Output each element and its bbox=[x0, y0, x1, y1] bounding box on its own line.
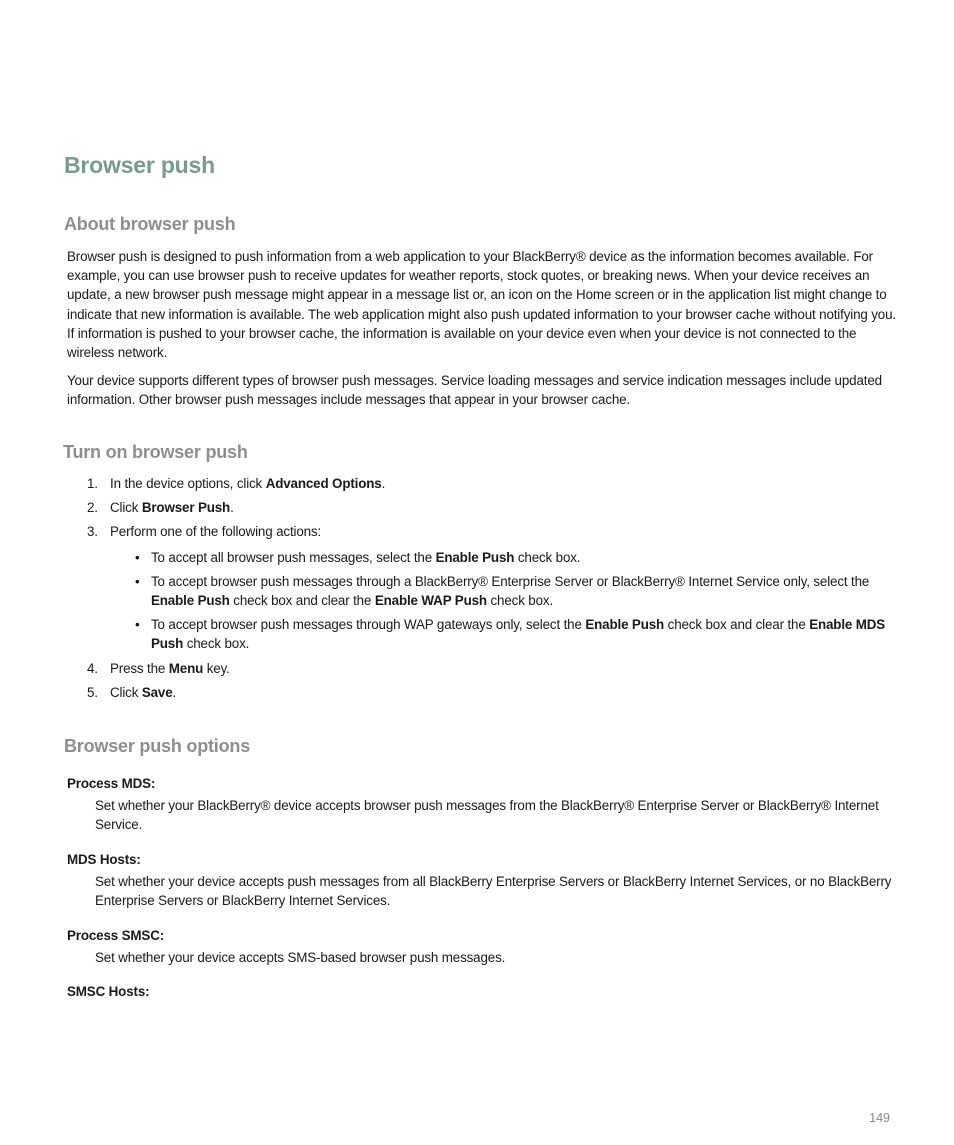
ui-term: Advanced Options bbox=[265, 476, 382, 491]
ui-term: Enable Push bbox=[151, 593, 230, 609]
bullet-icon: • bbox=[135, 549, 140, 565]
option-desc-mds-hosts: Set whether your device accepts push messages from all BlackBerry Enterprise Servers or BlackBerry Internet Services, or no BlackBerry Enterprise Servers or BlackBerry Internet Services. bbox=[95, 874, 892, 909]
step-3 bbox=[87, 522, 897, 653]
step-2 bbox=[87, 498, 897, 517]
option-label-smsc-hosts: SMSC Hosts: bbox=[67, 984, 150, 999]
step-5 bbox=[87, 683, 897, 702]
action-options-list bbox=[110, 548, 897, 654]
section-heading-about: About browser push bbox=[64, 214, 236, 234]
option-label-process-mds: Process MDS: bbox=[67, 776, 156, 791]
option-label-process-smsc: Process SMSC: bbox=[67, 928, 165, 943]
bullet-item bbox=[129, 615, 897, 653]
section-heading-turn-on: Turn on browser push bbox=[63, 442, 248, 462]
step-number: 4. bbox=[87, 660, 98, 676]
step-text: . bbox=[172, 684, 177, 700]
bullet-item bbox=[129, 572, 897, 610]
bullet-text: To accept all browser push messages, select the bbox=[151, 549, 436, 565]
about-paragraph-2: Your device supports different types of browser push messages. Service loading messages and service indication messages include updated information. Other browser push messages include messages that appear in your browser cache. bbox=[67, 373, 882, 408]
bullet-icon: • bbox=[135, 573, 140, 589]
bullet-text: To accept browser push messages through a BlackBerry® Enterprise Server or BlackBerry® Internet Service only, select the bbox=[151, 573, 870, 589]
ui-term: Enable Push bbox=[585, 617, 665, 633]
step-text: Press the bbox=[110, 660, 169, 676]
step-4 bbox=[87, 659, 897, 678]
option-label-mds-hosts: MDS Hosts: bbox=[67, 852, 141, 867]
section-heading-options: Browser push options bbox=[64, 736, 251, 756]
bullet-item bbox=[129, 548, 897, 567]
step-number: 2. bbox=[87, 500, 98, 516]
ui-term: Browser Push bbox=[141, 500, 231, 516]
step-number: 3. bbox=[87, 524, 98, 540]
step-number: 1. bbox=[87, 476, 98, 491]
ui-term: Enable Push bbox=[435, 549, 515, 565]
ui-term: Enable MDS Push bbox=[151, 617, 886, 652]
bullet-icon: • bbox=[135, 617, 140, 633]
bullet-text: check box. bbox=[514, 549, 581, 565]
step-text: Perform one of the following actions: bbox=[110, 524, 322, 540]
ui-term: Enable WAP Push bbox=[374, 593, 487, 609]
step-text: In the device options, click bbox=[110, 476, 266, 491]
step-number: 5. bbox=[87, 684, 98, 700]
bullet-text: To accept browser push messages through WAP gateways only, select the bbox=[151, 617, 586, 633]
bullet-text: check box. bbox=[183, 636, 250, 652]
bullet-text: check box and clear the bbox=[229, 593, 375, 609]
step-1 bbox=[87, 474, 897, 493]
step-text: . bbox=[381, 476, 386, 491]
steps-list bbox=[87, 474, 897, 702]
bullet-text: check box. bbox=[486, 593, 554, 609]
about-paragraph-1: Browser push is designed to push information from a web application to your BlackBerry® device as the information becomes available. For example, you can use browser push to receive updates for weather reports, stock quotes, or breaking news. When your device receives an update, a new browser push message might appear in a message list or, an icon on the Home screen or in the application list might change to indicate that new information is available. The web application might also push updated information to your browser cache without notifying you. If information is pushed to your browser cache, the information is available on your device even when your device is not connected to the wireless network. bbox=[67, 249, 896, 361]
step-text: Click bbox=[110, 684, 142, 700]
page-number: 149 bbox=[869, 1111, 890, 1125]
option-desc-process-mds: Set whether your BlackBerry® device accepts browser push messages from the BlackBerry® Enterprise Server or BlackBerry® Internet Service. bbox=[95, 798, 879, 833]
step-text: key. bbox=[203, 660, 230, 676]
step-text: . bbox=[230, 500, 234, 516]
bullet-text: check box and clear the bbox=[664, 617, 810, 633]
page-title: Browser push bbox=[64, 152, 215, 178]
option-desc-process-smsc: Set whether your device accepts SMS-based browser push messages. bbox=[95, 950, 506, 965]
ui-term: Menu bbox=[168, 660, 204, 676]
step-text: Click bbox=[110, 500, 142, 516]
ui-term: Save bbox=[141, 684, 173, 700]
